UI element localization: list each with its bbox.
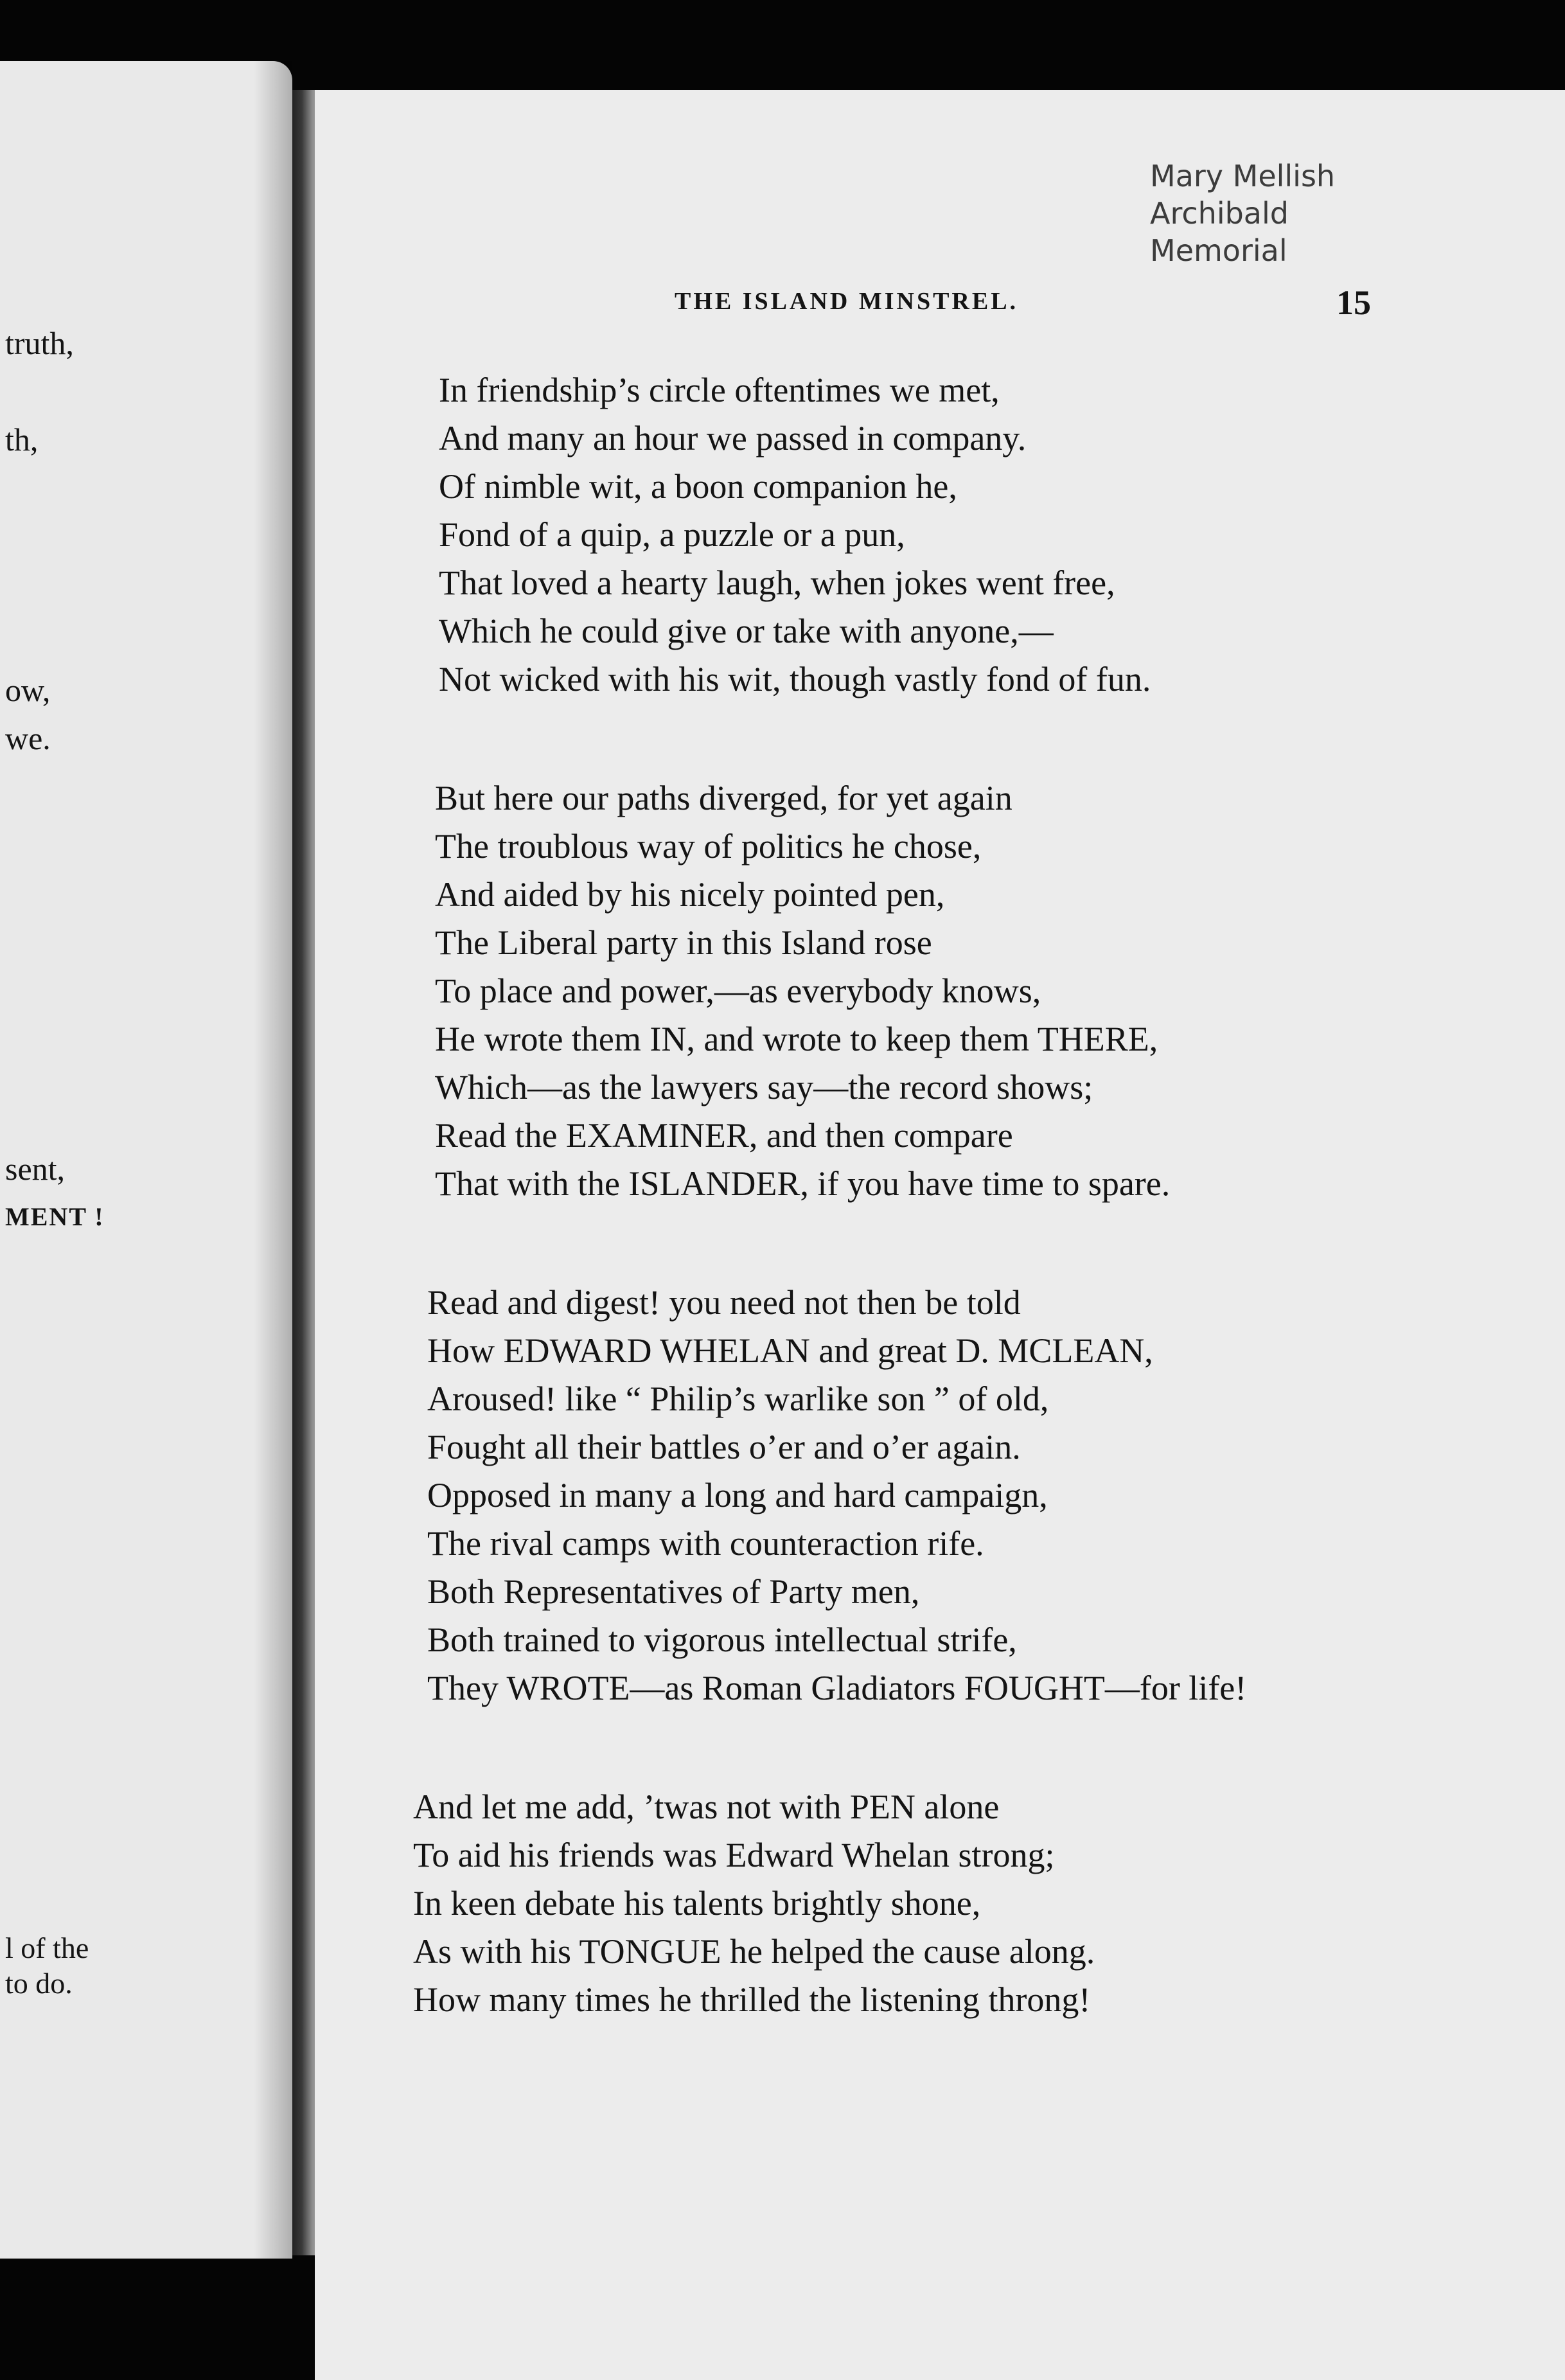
poem-line: Both Representatives of Party men,	[427, 1572, 920, 1611]
poem-line: Read and digest! you need not then be told	[427, 1283, 1021, 1322]
poem-line: Of nimble wit, a boon companion he,	[439, 467, 957, 506]
previous-page-fragment: l of the	[5, 1932, 89, 1964]
poem-line: How EDWARD WHELAN and great D. MCLEAN,	[427, 1331, 1153, 1370]
poem-line: Not wicked with his wit, though vastly fond of fun.	[439, 660, 1151, 698]
poem-line: They WROTE—as Roman Gladiators FOUGHT—for life!	[427, 1669, 1247, 1707]
poem-line: How many times he thrilled the listening throng!	[413, 1980, 1091, 2019]
poem-line: Fought all their battles o’er and o’er again.	[427, 1428, 1021, 1466]
poem-line: The Liberal party in this Island rose	[435, 923, 932, 962]
poem-line: In keen debate his talents brightly shone,	[413, 1884, 981, 1923]
running-title: THE ISLAND MINSTREL.	[675, 288, 1019, 315]
previous-page-fragment: truth,	[5, 325, 74, 361]
poem-line: He wrote them IN, and wrote to keep them THERE,	[435, 1020, 1158, 1058]
poem-line: And many an hour we passed in company.	[439, 419, 1027, 457]
previous-page-fragment: sent,	[5, 1151, 66, 1187]
poem-line: Read the EXAMINER, and then compare	[435, 1116, 1013, 1155]
poem-line: And aided by his nicely pointed pen,	[435, 875, 945, 914]
stamp-line: Mary Mellish	[1150, 159, 1336, 193]
previous-page-fragment: MENT !	[5, 1202, 105, 1231]
poem-line: Aroused! like “ Philip’s warlike son ” of old,	[427, 1380, 1049, 1418]
poem-line: That with the ISLANDER, if you have time to spare.	[435, 1164, 1171, 1203]
library-stamp	[1150, 157, 1336, 269]
page-number: 15	[1336, 283, 1371, 322]
poem-line: Fond of a quip, a puzzle or a pun,	[439, 515, 905, 554]
poem-line: And let me add, ’twas not with PEN alone	[413, 1788, 1000, 1826]
previous-page-fragment: ow,	[5, 672, 51, 708]
poem-line: Which—as the lawyers say—the record shows;	[435, 1068, 1093, 1106]
previous-page-fragment: we.	[5, 720, 51, 756]
poem-line: Both trained to vigorous intellectual strife,	[427, 1621, 1017, 1659]
previous-page-fragment: to do.	[5, 1967, 73, 2000]
stamp-line: Archibald	[1150, 196, 1289, 231]
previous-page-fragment: th,	[5, 422, 39, 457]
poem-line: To aid his friends was Edward Whelan strong;	[413, 1836, 1055, 1874]
poem-line: That loved a hearty laugh, when jokes went free,	[439, 564, 1115, 602]
previous-page	[0, 61, 292, 2259]
poem-line: As with his TONGUE he helped the cause along.	[413, 1932, 1095, 1971]
poem-line: In friendship’s circle oftentimes we met,	[439, 371, 1000, 409]
poem-line: But here our paths diverged, for yet again	[435, 779, 1012, 817]
poem-line: The troublous way of politics he chose,	[435, 827, 982, 866]
stamp-line: Memorial	[1150, 233, 1287, 268]
poem-line: To place and power,—as everybody knows,	[435, 972, 1041, 1010]
poem-line: Which he could give or take with anyone,—	[439, 612, 1054, 650]
poem-line: Opposed in many a long and hard campaign,	[427, 1476, 1048, 1514]
poem-line: The rival camps with counteraction rife.	[427, 1524, 984, 1563]
